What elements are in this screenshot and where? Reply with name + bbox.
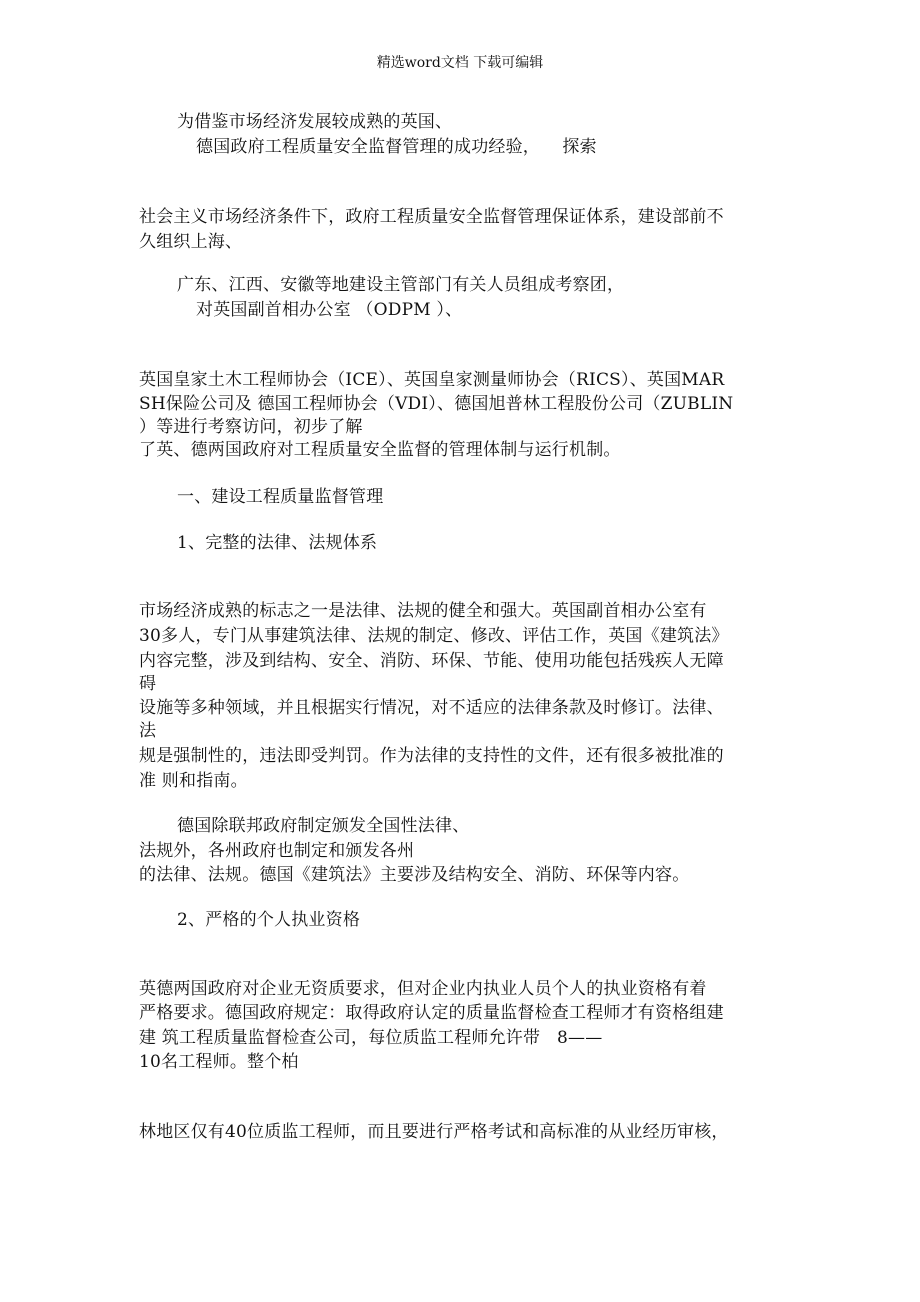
text-line: 准 则和指南。: [139, 771, 248, 791]
text-line: 市场经济成熟的标志之一是法律、法规的健全和强大。英国副首相办公室有: [139, 601, 707, 621]
text-line: 内容完整，涉及到结构、安全、消防、环保、节能、使用功能包括残疾人无障: [139, 651, 724, 671]
text-line: 对英国副首相办公室 （ODPM ）、: [196, 300, 463, 320]
subsection-heading: 1、完整的法律、法规体系: [177, 533, 378, 553]
text-line: 10名工程师。整个柏: [139, 1052, 299, 1072]
text-line: 久组织上海、: [139, 232, 243, 252]
subsection-heading: 2、严格的个人执业资格: [177, 910, 361, 930]
text-line: 30多人，专门从事建筑法律、法规的制定、修改、评估工作，英国《建筑法》: [139, 626, 729, 646]
section-heading: 一、建设工程质量监督管理: [177, 487, 384, 507]
text-line: 社会主义市场经济条件下，政府工程质量安全监督管理保证体系，建设部前不: [139, 207, 724, 227]
text-line: 为借鉴市场经济发展较成熟的英国、: [177, 112, 453, 132]
text-line: 了英、德两国政府对工程质量安全监督的管理体制与运行机制。: [139, 440, 621, 460]
text-line: 英国皇家土木工程师协会（ICE）、英国皇家测量师协会（RICS）、英国MAR: [139, 370, 725, 390]
text-line: 的法律、法规。德国《建筑法》主要涉及结构安全、消防、环保等内容。: [139, 865, 690, 885]
text-line: 规是强制性的，违法即受判罚。作为法律的支持性的文件，还有很多被批准的: [139, 746, 724, 766]
text-line: 广东、江西、安徽等地建设主管部门有关人员组成考察团，: [177, 275, 625, 295]
text-line: SH保险公司及 德国工程师协会（VDI）、德国旭普林工程股份公司（ZUBLIN: [139, 394, 734, 414]
text-line: 建 筑工程质量监督检查公司，每位质监工程师允许带 8——: [139, 1028, 603, 1048]
text-line: 德国除联邦政府制定颁发全国性法律、: [177, 816, 470, 836]
text-line: 碍: [139, 674, 157, 694]
page-header: 精选word文档 下载可编辑: [376, 55, 544, 71]
text-line: 法规外，各州政府也制定和颁发各州: [139, 841, 415, 861]
text-line: 法: [139, 721, 157, 741]
text-line: 英德两国政府对企业无资质要求，但对企业内执业人员个人的执业资格有着: [139, 979, 707, 999]
text-line: 林地区仅有40位质监工程师，而且要进行严格考试和高标准的从业经历审核，: [139, 1122, 729, 1142]
text-line: 德国政府工程质量安全监督管理的成功经验， 探索: [196, 137, 597, 157]
text-line: 严格要求。德国政府规定：取得政府认定的质量监督检查工程师才有资格组建: [139, 1003, 724, 1023]
text-line: ）等进行考察访问，初步了解: [139, 417, 363, 437]
text-line: 设施等多种领域，并且根据实行情况，对不适应的法律条款及时修订。法律、: [139, 698, 724, 718]
